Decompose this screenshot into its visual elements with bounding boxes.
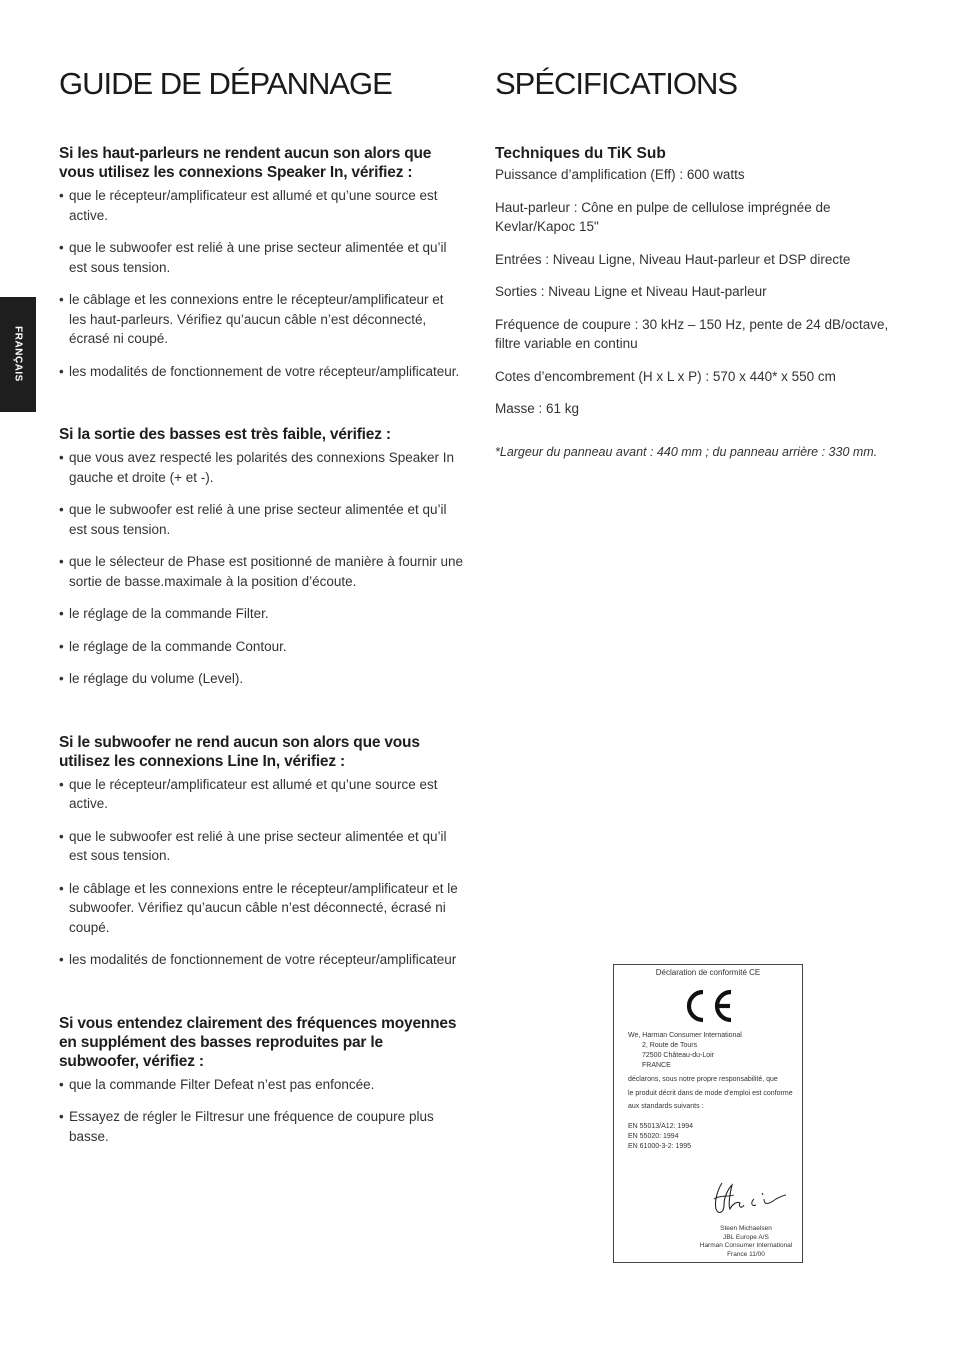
specifications-subtitle: Techniques du TiK Sub <box>495 145 666 162</box>
checklist <box>59 1075 464 1147</box>
list-item: • que le sélecteur de Phase est positionné de manière à fournir une sortie de basse.maximale à la position d’écoute. <box>59 554 464 589</box>
spec-item: Masse : 61 kg <box>495 401 580 416</box>
troubleshooting-section-3 <box>59 733 464 970</box>
checklist <box>59 186 464 381</box>
specifications-title: SPÉCIFICATIONS <box>495 66 738 101</box>
signature-icon <box>708 1175 788 1221</box>
list-item: • que le subwoofer est relié à une prise secteur alimentée et qu’il est sous tension. <box>59 240 447 275</box>
list-item: • que le récepteur/amplificateur est allumé et qu’une source est active. <box>59 776 438 811</box>
language-tab-label: FRANÇAIS <box>12 326 24 382</box>
section-heading: Si vous entendez clairement des fréquences moyennes en supplément des basses reproduites par le subwoofer, vérifiez : <box>59 1014 457 1070</box>
specifications-column <box>495 62 905 475</box>
section-heading: Si le subwoofer ne rend aucun son alors que vous utilisez les connexions Line In, vérifiez : <box>59 733 420 770</box>
list-item: • le réglage de la commande Contour. <box>59 638 287 654</box>
troubleshooting-section-4 <box>59 1014 464 1147</box>
list-item: • que vous avez respecté les polarités des connexions Speaker In gauche et droite (+ et -). <box>59 450 454 485</box>
list-item: • que le subwoofer est relié à une prise secteur alimentée et qu’il est sous tension. <box>59 828 447 863</box>
list-item: • le câblage et les connexions entre le récepteur/amplificateur et le subwoofer. Vérifiez qu’aucun câble n’est déconnecté, écrasé ni coupé. <box>59 880 458 935</box>
ce-mark-icon <box>678 987 734 1025</box>
ce-signer-block: Steen Michaelsen JBL Europe A/S Harman Consumer International France 11/00 <box>699 1225 793 1258</box>
language-tab <box>0 297 36 412</box>
list-item: • le réglage du volume (Level). <box>59 671 244 686</box>
list-item: • les modalités de fonctionnement de votre récepteur/amplificateur <box>59 952 457 967</box>
list-item: • que le récepteur/amplificateur est allumé et qu’une source est active. <box>59 188 438 223</box>
troubleshooting-section-2 <box>59 425 464 689</box>
list-item: • que le subwoofer est relié à une prise secteur alimentée et qu’il est sous tension. <box>59 502 447 537</box>
section-heading: Si la sortie des basses est très faible, vérifiez : <box>59 426 391 443</box>
ce-company-address: We, Harman Consumer International 2, Route de Tours 72500 Château-du-Loir FRANCE <box>628 1032 742 1069</box>
ce-declaration-text: déclarons, sous notre propre responsabilité, que le produit décrit dans de mode d’emploi est conforme aux standards suivants : <box>628 1076 793 1110</box>
list-item: • les modalités de fonctionnement de votre récepteur/amplificateur. <box>59 363 460 379</box>
section-heading: Si les haut-parleurs ne rendent aucun son alors que vous utilisez les connexions Speaker In, vérifiez : <box>59 145 432 181</box>
ce-declaration-title: Déclaration de conformité CE <box>655 968 761 977</box>
list-item: • le câblage et les connexions entre le récepteur/amplificateur et les haut-parleurs. Vérifiez qu’aucun câble n’est déconnecté, écrasé ni coupé. <box>59 292 444 346</box>
spec-item: Fréquence de coupure : 30 kHz – 150 Hz, pente de 24 dB/octave, filtre variable en continu <box>495 316 889 351</box>
troubleshooting-column <box>59 62 464 1146</box>
spec-item: Haut-parleur : Cône en pulpe de cellulose imprégnée de Kevlar/Kapoc 15" <box>495 199 831 234</box>
checklist <box>59 775 464 970</box>
list-item: • que la commande Filter Defeat n’est pas enfoncée. <box>59 1076 375 1092</box>
ce-declaration-box <box>613 964 803 1263</box>
troubleshooting-title: GUIDE DE DÉPANNAGE <box>59 66 392 101</box>
ce-standards-list: EN 55013/A12: 1994 EN 55020: 1994 EN 61000-3-2: 1995 <box>628 1123 693 1150</box>
troubleshooting-section-1 <box>59 144 464 381</box>
list-item: • Essayez de régler le Filtresur une fréquence de coupure plus basse. <box>59 1109 434 1144</box>
spec-item: Puissance d’amplification (Eff) : 600 watts <box>495 167 745 182</box>
spec-item: Cotes d’encombrement (H x L x P) : 570 x 440* x 550 cm <box>495 368 836 384</box>
checklist <box>59 448 464 689</box>
list-item: • le réglage de la commande Filter. <box>59 606 269 621</box>
spec-item: Entrées : Niveau Ligne, Niveau Haut-parleur et DSP directe <box>495 251 851 267</box>
spec-footnote: *Largeur du panneau avant : 440 mm ; du panneau arrière : 330 mm. <box>495 444 878 459</box>
spec-item: Sorties : Niveau Ligne et Niveau Haut-parleur <box>495 284 767 299</box>
